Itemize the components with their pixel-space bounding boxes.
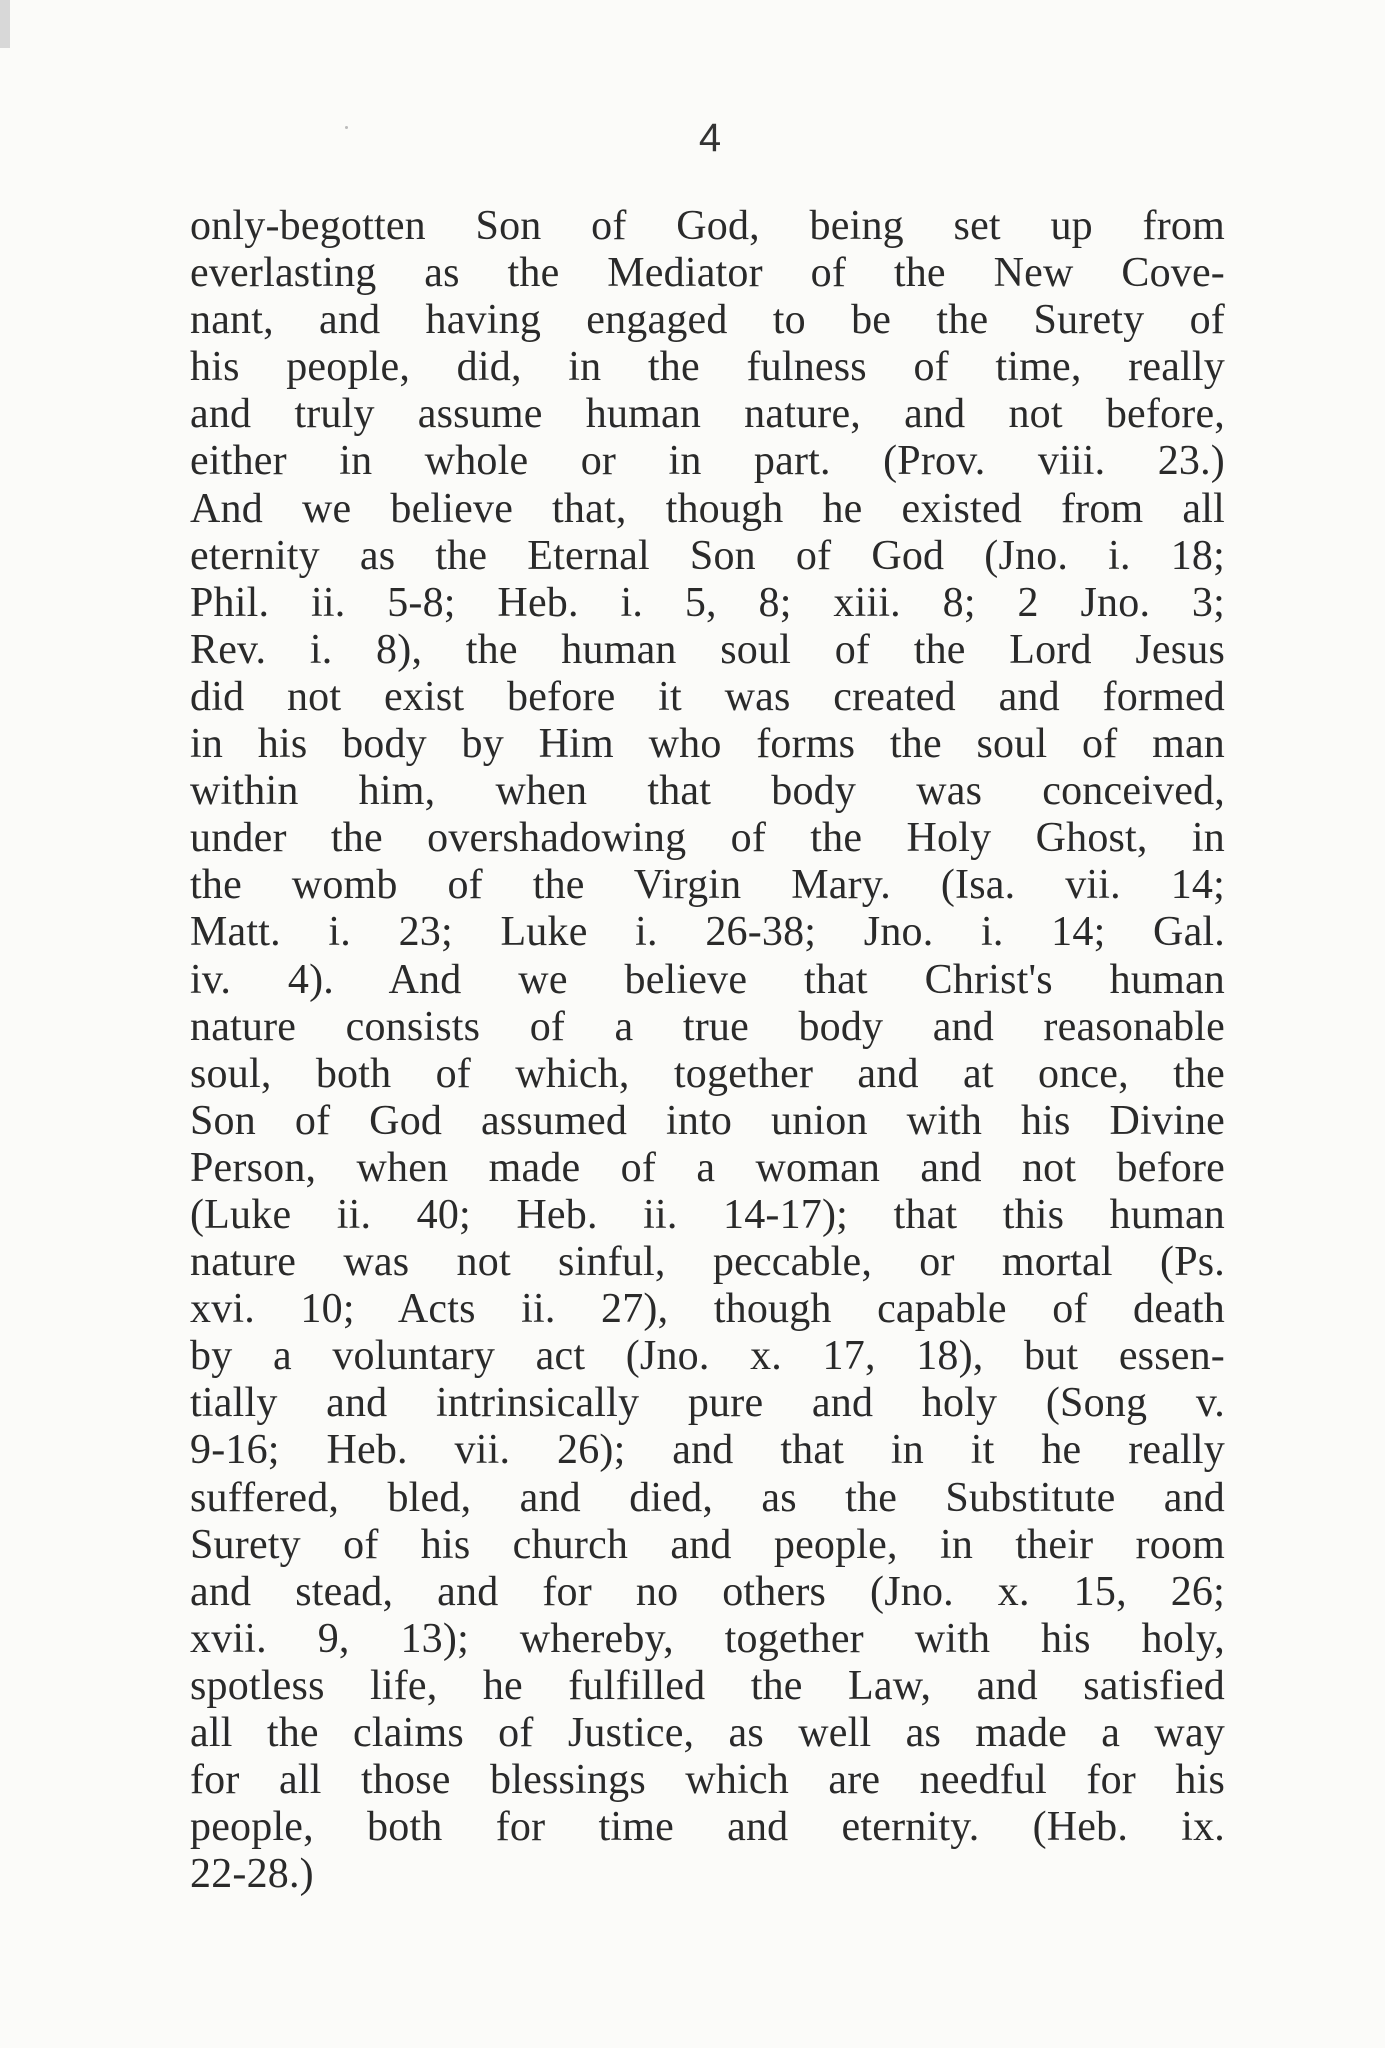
- text-line: only-begotten Son of God, being set up from: [190, 203, 1225, 249]
- text-line: nature was not sinful, peccable, or mortal (Ps.: [190, 1239, 1225, 1286]
- text-line: the womb of the Virgin Mary. (Isa. vii. 14;: [190, 862, 1225, 909]
- text-line: Person, when made of a woman and not before: [190, 1144, 1225, 1191]
- text-line: his people, did, in the fulness of time, really: [190, 344, 1225, 391]
- text-line: under the overshadowing of the Holy Ghost, in: [190, 815, 1225, 862]
- page-number: 4: [698, 116, 722, 160]
- text-line: Surety of his church and people, in their room: [190, 1521, 1225, 1568]
- text-line: xvii. 9, 13); whereby, together with his holy,: [190, 1615, 1225, 1662]
- text-line: (Luke ii. 40; Heb. ii. 14-17); that this human: [190, 1191, 1225, 1238]
- scan-speck: [345, 126, 348, 129]
- text-line: nant, and having engaged to be the Surety of: [190, 297, 1225, 344]
- text-line: And we believe that, though he existed from all: [190, 485, 1225, 532]
- text-line: Phil. ii. 5-8; Heb. i. 5, 8; xiii. 8; 2 Jno. 3;: [190, 579, 1225, 626]
- text-line: iv. 4). And we believe that Christ's human: [190, 956, 1225, 1003]
- text-line: within him, when that body was conceived,: [190, 768, 1225, 815]
- text-line: suffered, bled, and died, as the Substitute and: [190, 1474, 1225, 1521]
- text-line: spotless life, he fulfilled the Law, and satisfied: [190, 1662, 1225, 1709]
- text-line: people, both for time and eternity. (Heb. ix.: [190, 1804, 1225, 1851]
- text-line: 9-16; Heb. vii. 26); and that in it he really: [190, 1427, 1225, 1474]
- body-paragraph: [190, 203, 1225, 1898]
- text-line: eternity as the Eternal Son of God (Jno. i. 18;: [190, 532, 1225, 579]
- text-line: tially and intrinsically pure and holy (Song v.: [190, 1380, 1225, 1427]
- text-line: Matt. i. 23; Luke i. 26-38; Jno. i. 14; Gal.: [190, 909, 1225, 956]
- text-line: in his body by Him who forms the soul of man: [190, 721, 1225, 768]
- text-line: either in whole or in part. (Prov. viii. 23.): [190, 438, 1225, 485]
- text-line: Rev. i. 8), the human soul of the Lord Jesus: [190, 626, 1225, 673]
- text-line: did not exist before it was created and formed: [190, 673, 1225, 720]
- scan-edge-mark: [0, 0, 10, 48]
- text-line: by a voluntary act (Jno. x. 17, 18), but essen-: [190, 1333, 1225, 1380]
- text-line: and truly assume human nature, and not before,: [190, 391, 1225, 438]
- text-line: soul, both of which, together and at once, the: [190, 1050, 1225, 1097]
- text-line: nature consists of a true body and reasonable: [190, 1003, 1225, 1050]
- text-line: xvi. 10; Acts ii. 27), though capable of death: [190, 1286, 1225, 1333]
- text-line: and stead, and for no others (Jno. x. 15, 26;: [190, 1568, 1225, 1615]
- text-line: all the claims of Justice, as well as made a way: [190, 1710, 1225, 1756]
- text-line: Son of God assumed into union with his Divine: [190, 1097, 1225, 1144]
- text-line: for all those blessings which are needful for his: [190, 1757, 1225, 1804]
- text-line: 22-28.): [190, 1851, 314, 1898]
- text-line: everlasting as the Mediator of the New Cove-: [190, 250, 1225, 297]
